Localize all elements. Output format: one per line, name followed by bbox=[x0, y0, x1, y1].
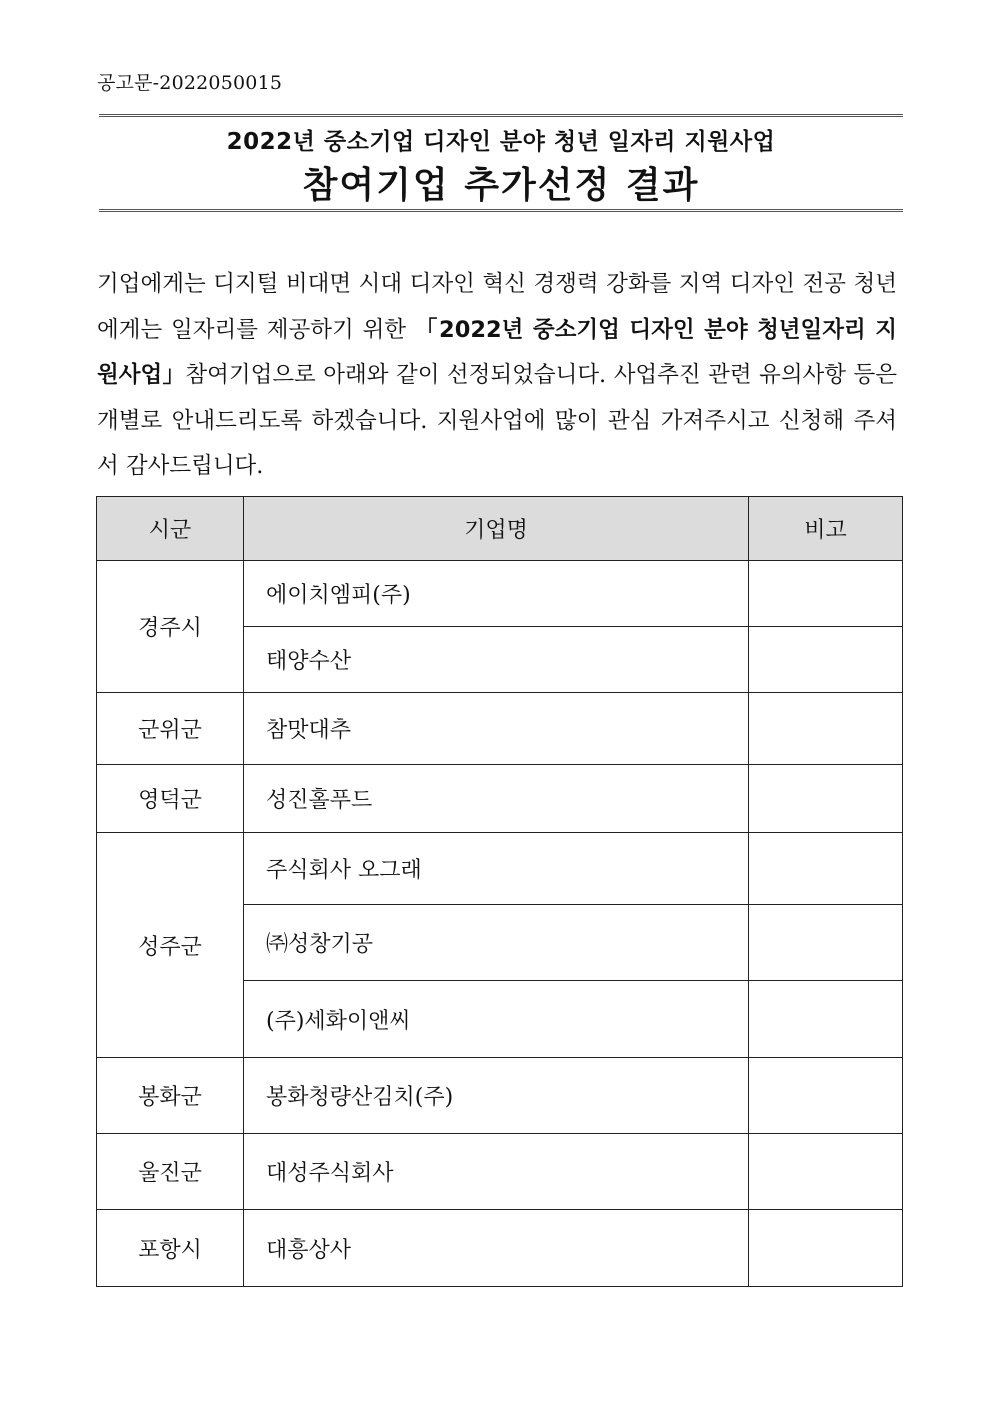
region-cell: 성주군 bbox=[97, 833, 244, 1058]
region-cell: 울진군 bbox=[97, 1134, 244, 1210]
company-cell: 주식회사 오그래 bbox=[244, 833, 749, 905]
region-cell: 군위군 bbox=[97, 693, 244, 765]
paragraph-text-1: 기업에게는 디지털 비대면 시대 디자인 혁신 경쟁력 강화를 지역 디자인 전공 청년에게는 일자리를 제공하기 위한 bbox=[97, 271, 897, 343]
title-box bbox=[99, 114, 903, 212]
company-cell: 참맛대추 bbox=[244, 693, 749, 765]
note-cell bbox=[749, 1134, 903, 1210]
note-cell bbox=[749, 1058, 903, 1134]
region-cell: 경주시 bbox=[97, 561, 244, 693]
note-cell bbox=[749, 561, 903, 627]
title-subtitle: 2022년 중소기업 디자인 분야 청년 일자리 지원사업 bbox=[226, 129, 776, 155]
table-row bbox=[97, 1134, 903, 1210]
table-row bbox=[97, 1210, 903, 1287]
company-cell: 에이치엠피(주) bbox=[244, 561, 749, 627]
header-company: 기업명 bbox=[244, 497, 749, 561]
company-cell: 태양수산 bbox=[244, 627, 749, 693]
paragraph-text-2: 참여기업으로 아래와 같이 선정되었습니다. 사업추진 관련 유의사항 등은 개별로 안내드리도록 하겠습니다. 지원사업에 많이 관심 가져주시고 신청해 주셔서 감사드립니다. bbox=[97, 362, 897, 479]
page-title: 참여기업 추가선정 결과 bbox=[302, 165, 700, 206]
company-cell: 성진홀푸드 bbox=[244, 765, 749, 833]
company-cell: 대흥상사 bbox=[244, 1210, 749, 1287]
note-cell bbox=[749, 627, 903, 693]
company-cell: 봉화청량산김치(주) bbox=[244, 1058, 749, 1134]
table-row bbox=[97, 561, 903, 627]
header-region: 시군 bbox=[97, 497, 244, 561]
company-cell: (주)세화이앤씨 bbox=[244, 981, 749, 1058]
table-row bbox=[97, 833, 903, 905]
note-cell bbox=[749, 765, 903, 833]
company-cell: ㈜성창기공 bbox=[244, 905, 749, 981]
region-cell: 포항시 bbox=[97, 1210, 244, 1287]
note-cell bbox=[749, 833, 903, 905]
paragraph-program-name: 「2022년 중소기업 디자인 분야 청년일자리 지원사업」 bbox=[97, 316, 897, 388]
note-cell bbox=[749, 905, 903, 981]
note-cell bbox=[749, 693, 903, 765]
table-row bbox=[97, 693, 903, 765]
note-cell bbox=[749, 981, 903, 1058]
document-number: 공고문-2022050015 bbox=[97, 72, 283, 94]
region-cell: 봉화군 bbox=[97, 1058, 244, 1134]
header-note: 비고 bbox=[749, 497, 903, 561]
table-header-row bbox=[97, 497, 903, 561]
company-cell: 대성주식회사 bbox=[244, 1134, 749, 1210]
table-row bbox=[97, 1058, 903, 1134]
selection-table bbox=[96, 496, 903, 1287]
table-row bbox=[97, 765, 903, 833]
announcement-paragraph bbox=[97, 262, 897, 490]
note-cell bbox=[749, 1210, 903, 1287]
region-cell: 영덕군 bbox=[97, 765, 244, 833]
